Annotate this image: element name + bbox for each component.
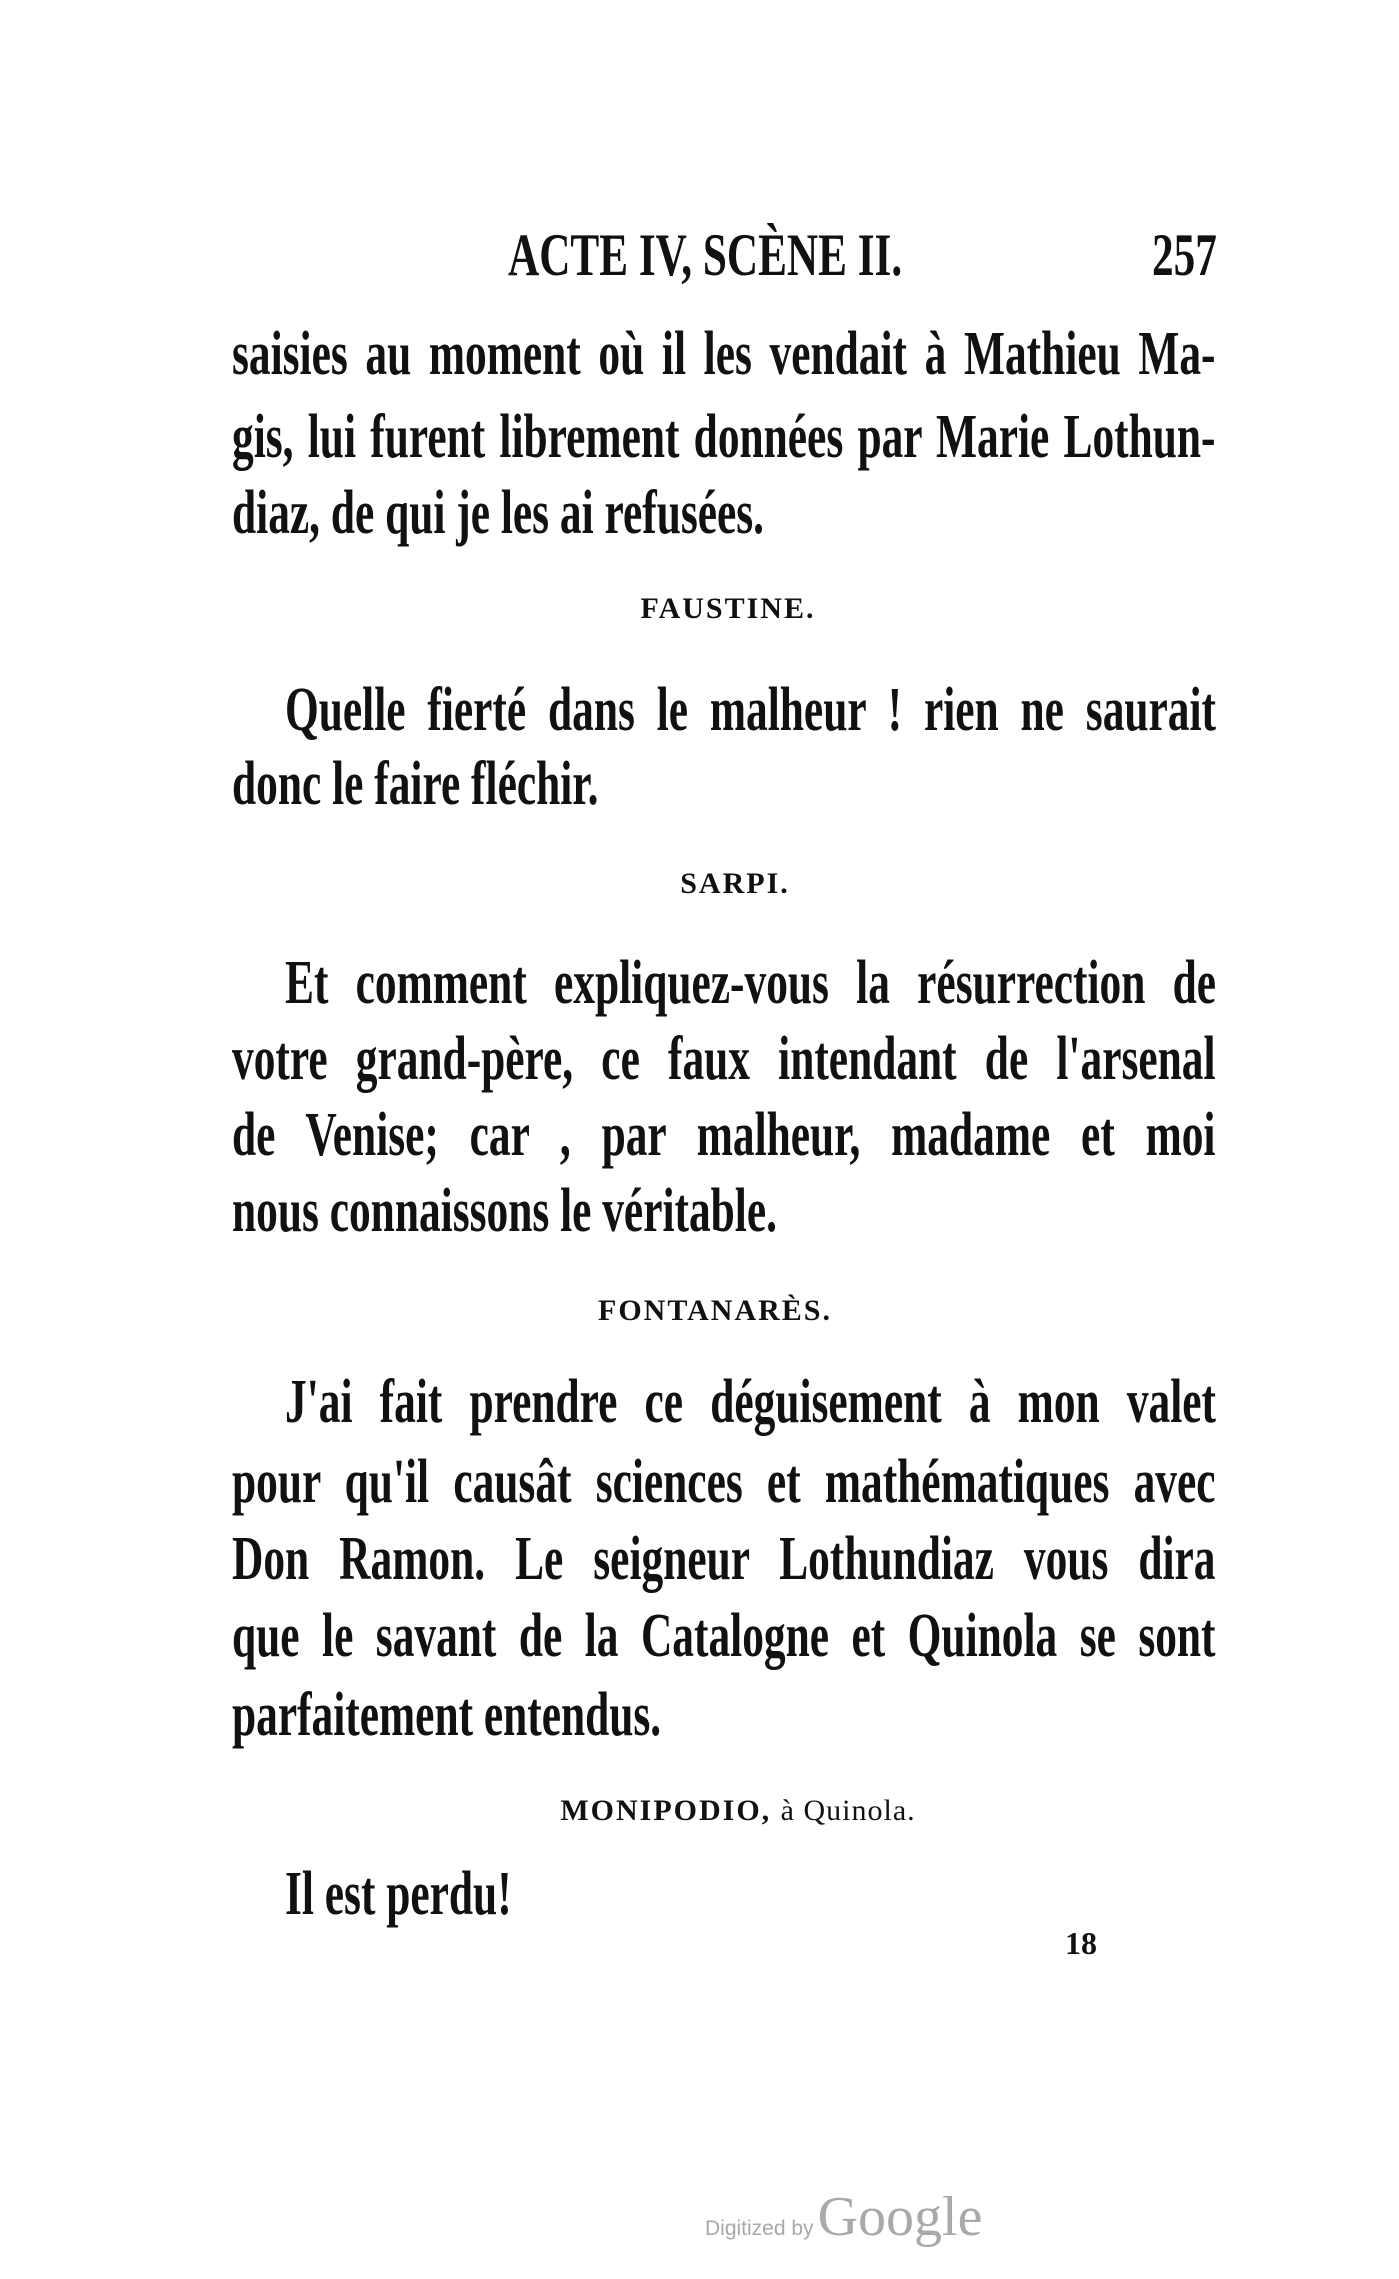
watermark-logo: Google <box>817 2186 983 2248</box>
speaker-label: MONIPODIO, <box>560 1794 772 1827</box>
speaker-name <box>560 1791 915 1831</box>
running-title: ACTE IV, SCÈNE II. <box>508 222 903 288</box>
text-line: parfaitement entendus. <box>232 1681 662 1749</box>
speaker-name: FONTANARÈS. <box>598 1294 832 1327</box>
text-line: pour qu'il causât sciences et mathématiques avec <box>232 1448 1216 1516</box>
text-line: que le savant de la Catalogne et Quinola se sont <box>232 1602 1216 1670</box>
text-line: de Venise; car , par malheur, madame et moi <box>232 1101 1216 1169</box>
text-line: diaz, de qui je les ai refusées. <box>232 479 765 547</box>
stage-direction: à Quinola. <box>780 1794 916 1827</box>
text-line: Don Ramon. Le seigneur Lothundiaz vous dira <box>232 1525 1216 1593</box>
text-line: nous connaissons le véritable. <box>232 1177 777 1245</box>
text-line: saisies au moment où il les vendait à Mathieu Ma- <box>232 320 1216 388</box>
text-line: Et comment expliquez-vous la résurrection de <box>285 949 1216 1017</box>
text-line: Il est perdu! <box>285 1860 512 1928</box>
page-number: 257 <box>1152 222 1217 288</box>
text-line: votre grand-père, ce faux intendant de l'arsenal <box>232 1025 1216 1093</box>
watermark-prefix: Digitized by <box>705 2217 814 2240</box>
speaker-name: FAUSTINE. <box>640 592 816 625</box>
signature-mark: 18 <box>1065 1925 1097 1961</box>
text-line: Quelle fierté dans le malheur ! rien ne saurait <box>285 676 1216 744</box>
speaker-name: SARPI. <box>680 867 790 900</box>
watermark <box>705 2185 982 2249</box>
text-line: gis, lui furent librement données par Marie Lothun- <box>232 403 1216 471</box>
text-line: donc le faire fléchir. <box>232 750 599 818</box>
text-line: J'ai fait prendre ce déguisement à mon valet <box>285 1368 1216 1436</box>
